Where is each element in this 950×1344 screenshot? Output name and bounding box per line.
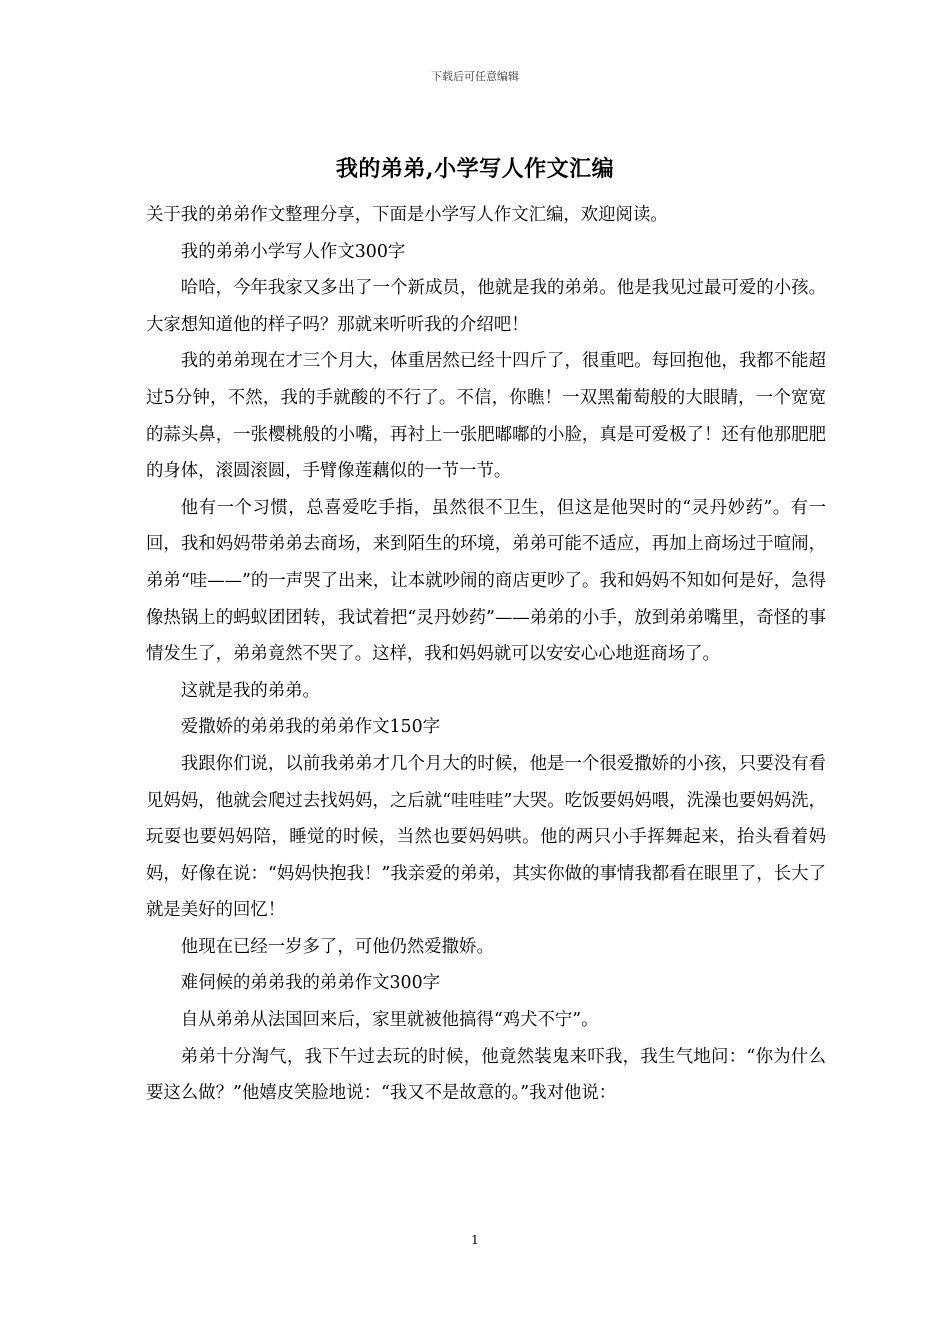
body-paragraph: 他有一个习惯，总喜爱吃手指，虽然很不卫生，但这是他哭时的“灵丹妙药”。有一回，我和妈妈带弟弟去商场，来到陌生的环境，弟弟可能不适应，再加上商场过于喧闹，弟弟“哇——”的一声哭了出来，让本就吵闹的商店更吵了。我和妈妈不知如何是好，急得像热锅上的蚂蚁团团转，我试着把“灵丹妙药”——弟弟的小手，放到弟弟嘴里，奇怪的事情发生了，弟弟竟然不哭了。这样，我和妈妈就可以安安心心地逛商场了。 xyxy=(146,497,826,665)
body-paragraph: 我跟你们说，以前我弟弟才几个月大的时候，他是一个很爱撒娇的小孩，只要没有看见妈妈，他就会爬过去找妈妈，之后就“哇哇哇”大哭。吃饭要妈妈喂，洗澡也要妈妈洗，玩耍也要妈妈陪，睡觉的时候，当然也要妈妈哄。他的两只小手挥舞起来，抬头看着妈妈，好像在说：“妈妈快抱我！”我亲爱的弟弟，其实你做的事情我都看在眼里了，长大了就是美好的回忆！ xyxy=(146,753,826,921)
section-heading: 难伺候的弟弟我的弟弟作文300字 xyxy=(180,973,441,994)
body-paragraph: 哈哈，今年我家又多出了一个新成员，他就是我的弟弟。他是我见过最可爱的小孩。大家想知道他的样子吗？那就来听听我的介绍吧！ xyxy=(146,278,826,335)
section-heading: 爱撒娇的弟弟我的弟弟作文150字 xyxy=(180,717,441,738)
intro-paragraph: 关于我的弟弟作文整理分享，下面是小学写人作文汇编，欢迎阅读。 xyxy=(146,205,668,225)
document-body xyxy=(146,197,826,1112)
document-title: 我的弟弟,小学写人作文汇编 xyxy=(335,156,615,182)
body-paragraph: 弟弟十分淘气，我下午过去玩的时候，他竟然装鬼来吓我，我生气地问：“你为什么要这么做？”他嬉皮笑脸地说：“我又不是故意的。”我对他说： xyxy=(146,1046,826,1104)
body-paragraph: 我的弟弟现在才三个月大，体重居然已经十四斤了，很重吧。每回抱他，我都不能超过5分钟，不然，我的手就酸的不行了。不信，你瞧！一双黑葡萄般的大眼睛，一个宽宽的蒜头鼻，一张樱桃般的小嘴，再衬上一张肥嘟嘟的小脸，真是可爱极了！还有他那肥肥的身体，滚圆滚圆，手臂像莲藕似的一节一节。 xyxy=(146,351,826,482)
page-number: 1 xyxy=(471,1233,479,1247)
body-paragraph: 这就是我的弟弟。 xyxy=(180,680,320,701)
header-note: 下载后可任意编辑 xyxy=(431,70,519,83)
section-heading: 我的弟弟小学写人作文300字 xyxy=(180,241,406,262)
body-paragraph: 自从弟弟从法国回来后，家里就被他搞得“鸡犬不宁”。 xyxy=(180,1010,599,1031)
body-paragraph: 他现在已经一岁多了，可他仍然爱撒娇。 xyxy=(180,936,494,957)
